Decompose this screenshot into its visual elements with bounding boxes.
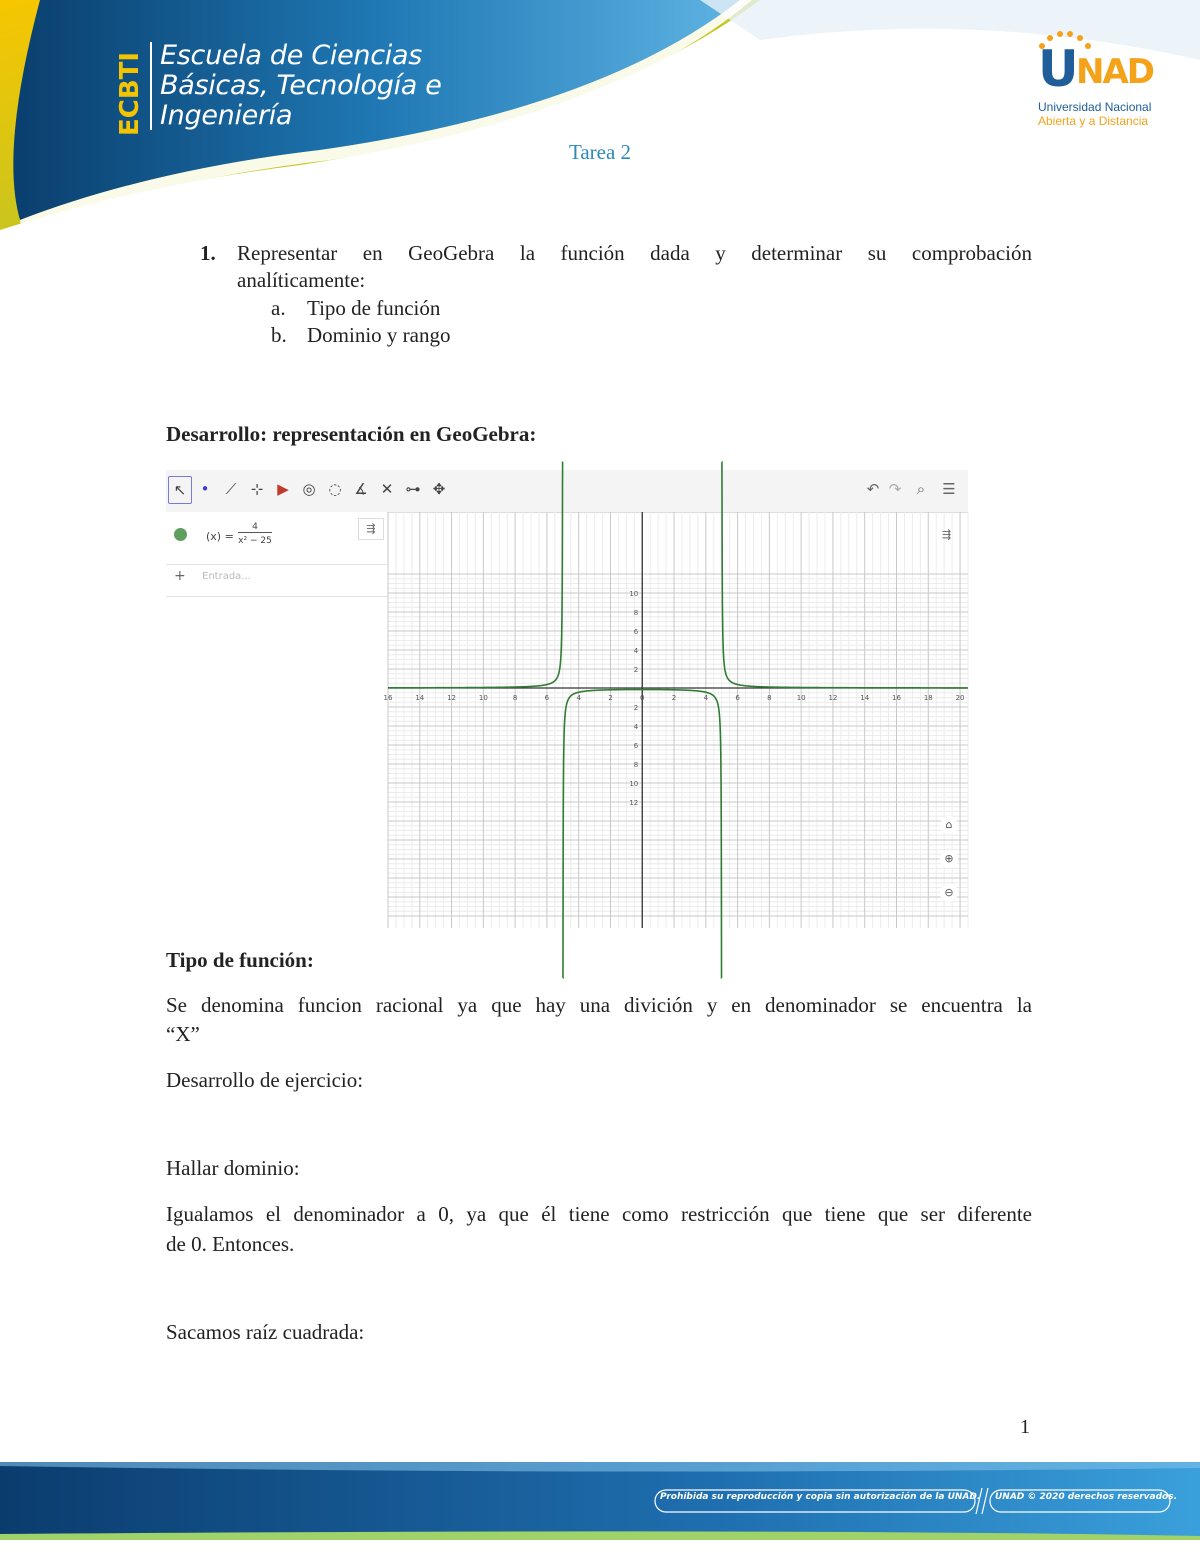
algebra-view [166, 512, 388, 928]
header-divider [150, 42, 152, 130]
footer-copyright: UNAD © 2020 derechos reservados. [995, 1492, 1178, 1502]
redo-icon[interactable]: ↷ [888, 480, 902, 498]
home-view-icon[interactable]: ⌂ [940, 816, 958, 834]
logo-nad: NAD [1076, 52, 1153, 92]
item-label-b: Dominio y rango [307, 323, 451, 347]
menu-icon[interactable]: ☰ [942, 480, 956, 498]
page-number: 1 [1020, 1416, 1030, 1438]
item-marker-b: b. [271, 323, 287, 347]
conic-tool-icon[interactable]: ◌ [328, 480, 342, 498]
function-denominator: x² − 25 [238, 536, 272, 546]
item-marker-a: a. [271, 296, 286, 320]
tipo-text-line1: Se denomina funcion racional ya que hay una divición y en denominador se encuentra la [166, 993, 1032, 1017]
x-tick-label: 10 [796, 694, 806, 702]
igualamos-text-line2: de 0. Entonces. [166, 1232, 295, 1256]
sacamos-raiz: Sacamos raíz cuadrada: [166, 1320, 365, 1344]
school-name-line1: Escuela de Ciencias [160, 40, 422, 71]
question-text-line2: analíticamente: [237, 268, 366, 292]
section-heading-geogebra: Desarrollo: representación en GeoGebra: [166, 422, 537, 446]
search-icon[interactable]: ⌕ [916, 480, 926, 498]
y-tick-label: 6 [633, 628, 639, 636]
angle-tool-icon[interactable]: ∡ [354, 480, 368, 498]
document-title: Tarea 2 [568, 140, 632, 164]
reflect-tool-icon[interactable]: ✕ [380, 480, 394, 498]
question-text-line1: Representar en GeoGebra la función dada y determinar su comprobación [237, 241, 1032, 265]
logo-line2: Abierta y a Distancia [1038, 114, 1149, 128]
x-tick-label: 14 [860, 694, 870, 702]
slider-tool-icon[interactable]: ⊶ [405, 480, 421, 498]
visibility-toggle-icon[interactable] [174, 528, 187, 541]
geogebra-toolbar [166, 470, 968, 513]
circle-tool-icon[interactable]: ◎ [302, 480, 316, 498]
x-tick-label: 8 [512, 694, 518, 702]
x-tick-label: 4 [576, 694, 581, 702]
x-tick-label: 2 [608, 694, 613, 702]
y-tick-label: 12 [629, 799, 639, 807]
question-number: 1. [200, 241, 216, 265]
igualamos-text-line1: Igualamos el denominador a 0, ya que él tiene como restricción que tiene que ser diferente [166, 1202, 1032, 1226]
x-tick-label: 12 [828, 694, 838, 702]
point-tool-icon[interactable]: • [200, 480, 210, 498]
section-heading-tipo: Tipo de función: [166, 948, 314, 972]
ecbti-acronym [112, 40, 152, 140]
y-tick-label: 8 [633, 761, 639, 769]
footer-notice: Prohibida su reproducción y copia sin autorización de la UNAD. [660, 1492, 981, 1502]
ecbti-text: ECBTI [115, 51, 145, 136]
zoom-in-icon[interactable]: ⊕ [940, 850, 958, 868]
add-input-icon[interactable]: + [174, 568, 186, 584]
zoom-out-icon[interactable]: ⊖ [940, 884, 958, 902]
logo-u: U [1038, 40, 1079, 98]
x-tick-label: 6 [544, 694, 550, 702]
x-tick-label: 0 [640, 694, 645, 702]
perpendicular-tool-icon[interactable]: ⊹ [250, 480, 264, 498]
function-label[interactable]: (x) = [206, 530, 234, 543]
y-tick-label: 4 [633, 723, 639, 731]
y-tick-label: 4 [633, 647, 639, 655]
y-tick-label: 10 [629, 780, 639, 788]
graphics-view[interactable] [383, 512, 968, 928]
tipo-text-line2: “X” [166, 1022, 200, 1046]
x-tick-label: 2 [671, 694, 677, 702]
x-tick-label: 16 [383, 694, 393, 702]
y-tick-label: 6 [633, 742, 639, 750]
y-tick-label: 2 [633, 704, 639, 712]
input-bar[interactable]: Entrada... [202, 571, 251, 582]
x-tick-label: 20 [955, 694, 965, 702]
geogebra-screenshot [166, 470, 968, 928]
x-tick-label: 18 [923, 694, 933, 702]
line-tool-icon[interactable]: ⟋ [225, 480, 237, 498]
x-tick-label: 6 [735, 694, 740, 702]
x-tick-label: 8 [767, 694, 772, 702]
logo-line1: Universidad Nacional [1038, 100, 1152, 114]
school-name-line2: Básicas, Tecnología e [160, 70, 442, 101]
x-tick-label: 16 [892, 694, 901, 702]
algebra-divider [166, 564, 388, 565]
item-label-a: Tipo de función [307, 296, 441, 320]
algebra-divider-bottom [166, 596, 388, 597]
function-numerator: 4 [238, 522, 272, 533]
undo-icon[interactable]: ↶ [866, 480, 880, 498]
move-tool-icon[interactable]: ↖ [168, 476, 192, 504]
desarrollo-ejercicio: Desarrollo de ejercicio: [166, 1068, 364, 1092]
school-name-line3: Ingeniería [160, 100, 293, 131]
move-view-tool-icon[interactable]: ✥ [432, 480, 446, 498]
graphics-settings-icon[interactable]: ⇶ [942, 528, 952, 541]
polygon-tool-icon[interactable]: ▶ [277, 480, 289, 498]
x-tick-label: 12 [447, 694, 457, 702]
algebra-settings-icon[interactable]: ⇶ [358, 518, 384, 540]
y-tick-label: 2 [633, 666, 639, 674]
y-tick-label: 10 [629, 590, 639, 598]
y-tick-label: 8 [633, 609, 639, 617]
unad-logo [1030, 30, 1170, 130]
x-tick-label: 4 [703, 694, 709, 702]
footer-banner [0, 1462, 1200, 1553]
x-tick-label: 14 [415, 694, 425, 702]
x-tick-label: 10 [478, 694, 488, 702]
hallar-dominio: Hallar dominio: [166, 1156, 300, 1180]
